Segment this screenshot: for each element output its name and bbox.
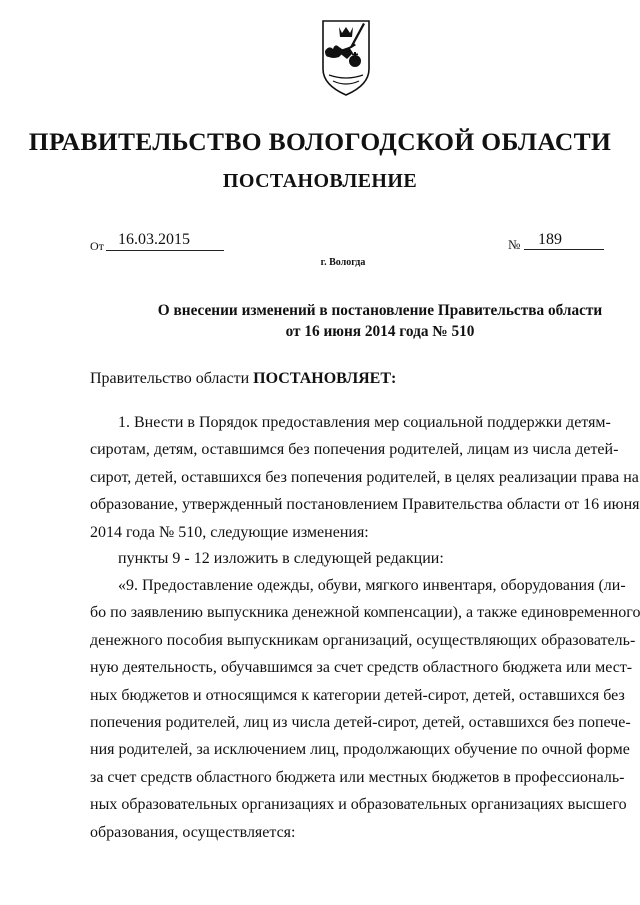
paragraph-line: ных образовательных организациях и образовательных организациях высшего (90, 796, 627, 814)
number-prefix: № (508, 237, 521, 252)
preamble-text: Правительство области (90, 370, 254, 387)
paragraph-line: ных бюджетов и относящимся к категории детей-сирот, детей, оставшихся без (90, 686, 625, 704)
city-label: г. Вологда (320, 257, 366, 268)
document-heading (100, 300, 640, 342)
paragraph-line: сиротам, детям, оставшимся без попечения родителей, лицам из числа детей- (90, 441, 619, 459)
paragraph-line: сирот, детей, оставшихся без попечения родителей, в целях реализации права на (90, 468, 639, 486)
paragraph-line: 2014 года № 510, следующие изменения: (90, 523, 369, 541)
paragraph-2 (90, 545, 608, 572)
number-underline (524, 249, 604, 250)
heading-line-2: от 16 июня 2014 года № 510 (285, 323, 475, 340)
document-date: 16.03.2015 (118, 231, 190, 248)
paragraph-line: пункты 9 - 12 изложить в следующей редакции: (118, 550, 444, 567)
paragraph-line: попечения родителей, лиц из числа детей-сирот, детей, оставшихся без попече- (90, 714, 631, 732)
date-prefix: От (90, 239, 104, 253)
heading-line-1: О внесении изменений в постановление Правительства области (157, 302, 603, 319)
document-type-title: ПОСТАНОВЛЕНИЕ (222, 170, 418, 192)
paragraph-line: бо по заявлению выпускника денежной компенсации), а также единовременного (90, 604, 640, 622)
paragraph-3 (90, 572, 640, 846)
paragraph-line: образование, утвержденный постановлением Правительства области от 16 июня (90, 496, 640, 514)
paragraph-1 (90, 409, 640, 546)
paragraph-line: за счет средств областного бюджета или местных бюджетов в профессиональ- (90, 768, 625, 786)
paragraph-line: 1. Внести в Порядок предоставления мер социальной поддержки детям- (118, 414, 611, 431)
paragraph-line: ную деятельность, обучавшимся за счет средств областного бюджета или мест- (90, 659, 633, 677)
document-number: 189 (538, 231, 562, 248)
paragraph-line: денежного пособия выпускникам организаций, осуществляющих образователь- (90, 631, 636, 649)
date-underline (106, 250, 224, 251)
coat-of-arms-emblem (319, 17, 373, 97)
paragraph-line: ния родителей, за исключением лиц, продолжающих обучение по очной форме (90, 741, 630, 759)
organization-title: ПРАВИТЕЛЬСТВО ВОЛОГОДСКОЙ ОБЛАСТИ (28, 127, 612, 156)
paragraph-line: «9. Предоставление одежды, обуви, мягкого инвентаря, оборудования (ли- (118, 577, 626, 594)
preamble (90, 370, 396, 388)
paragraph-line: образования, осуществляется: (90, 823, 296, 841)
preamble-bold: ПОСТАНОВЛЯЕТ: (253, 370, 397, 387)
